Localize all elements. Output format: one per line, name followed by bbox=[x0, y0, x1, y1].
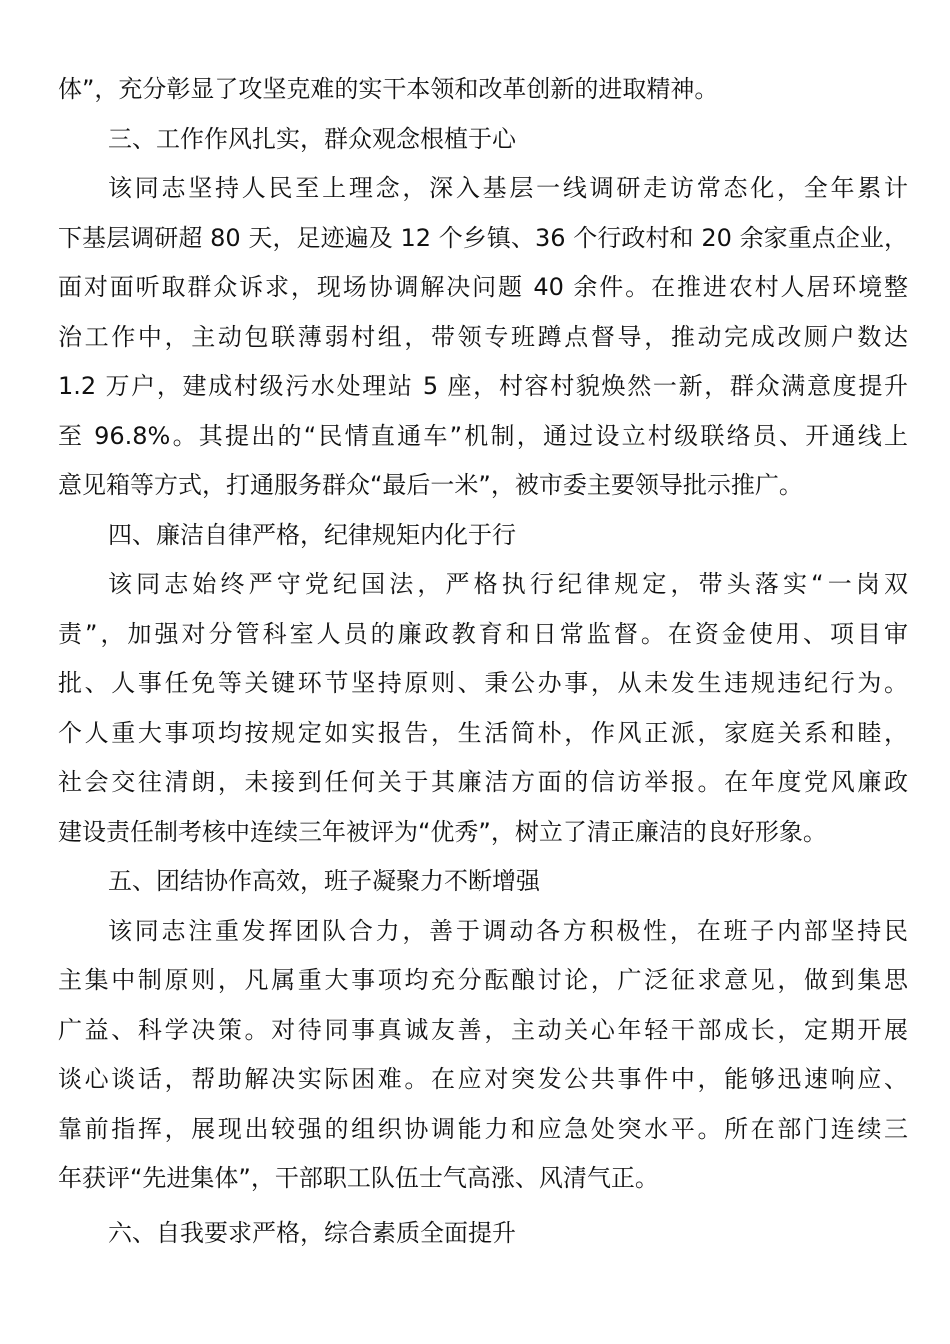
paragraph-line: 治工作中，主动包联薄弱村组，带领专班蹲点督导，推动完成改厕户数达 bbox=[58, 322, 908, 351]
paragraph-line: 主集中制原则，凡属重大事项均充分酝酿讨论，广泛征求意见，做到集思 bbox=[58, 966, 908, 994]
paragraph-line: 至 96.8%。其提出的“民情直通车”机制，通过设立村级联络员、开通线上 bbox=[58, 421, 908, 450]
paragraph-line: 1.2 万户，建成村级污水处理站 5 座，村容村貌焕然一新，群众满意度提升 bbox=[58, 372, 908, 400]
paragraph-line: 年获评“先进集体”，干部职工队伍士气高涨、风清气正。 bbox=[58, 1164, 659, 1192]
paragraph-line: 面对面听取群众诉求，现场协调解决问题 40 余件。在推进农村人居环境整 bbox=[58, 273, 908, 301]
paragraph-line: 广益、科学决策。对待同事真诚友善，主动关心年轻干部成长，定期开展 bbox=[58, 1015, 908, 1044]
paragraph-line: 该同志坚持人民至上理念，深入基层一线调研走访常态化，全年累计 bbox=[108, 174, 908, 202]
paragraph-line: 体”，充分彰显了攻坚克难的实干本领和改革创新的进取精神。 bbox=[58, 75, 719, 103]
document-page bbox=[58, 65, 908, 1258]
paragraph-line: 责”，加强对分管科室人员的廉政教育和日常监督。在资金使用、项目审 bbox=[58, 619, 908, 648]
paragraph-line: 批、人事任免等关键环节坚持原则、秉公办事，从未发生违规违纪行为。 bbox=[58, 669, 908, 697]
paragraph-line: 社会交往清朗，未接到任何关于其廉洁方面的信访举报。在年度党风廉政 bbox=[58, 768, 908, 796]
section-heading-4: 四、廉洁自律严格，纪律规矩内化于行 bbox=[108, 520, 516, 549]
section-heading-5: 五、团结协作高效，班子凝聚力不断增强 bbox=[108, 867, 540, 895]
paragraph-line: 谈心谈话，帮助解决实际困难。在应对突发公共事件中，能够迅速响应、 bbox=[58, 1065, 908, 1093]
section-heading-3: 三、工作作风扎实，群众观念根植于心 bbox=[108, 124, 516, 153]
paragraph-line: 下基层调研超 80 天，足迹遍及 12 个乡镇、36 个行政村和 20 余家重点企业， bbox=[58, 223, 908, 252]
paragraph-line: 建设责任制考核中连续三年被评为“优秀”，树立了清正廉洁的良好形象。 bbox=[58, 817, 827, 846]
paragraph-line: 该同志注重发挥团队合力，善于调动各方积极性，在班子内部坚持民 bbox=[108, 916, 908, 945]
section-heading-6: 六、自我要求严格，综合素质全面提升 bbox=[108, 1218, 516, 1247]
paragraph-line: 个人重大事项均按规定如实报告，生活简朴，作风正派，家庭关系和睦， bbox=[58, 718, 908, 747]
paragraph-line: 该同志始终严守党纪国法，严格执行纪律规定，带头落实“一岗双 bbox=[108, 570, 908, 598]
paragraph-line: 意见箱等方式，打通服务群众“最后一米”，被市委主要领导批示推广。 bbox=[58, 471, 803, 499]
paragraph-line: 靠前指挥，展现出较强的组织协调能力和应急处突水平。所在部门连续三 bbox=[58, 1114, 908, 1143]
